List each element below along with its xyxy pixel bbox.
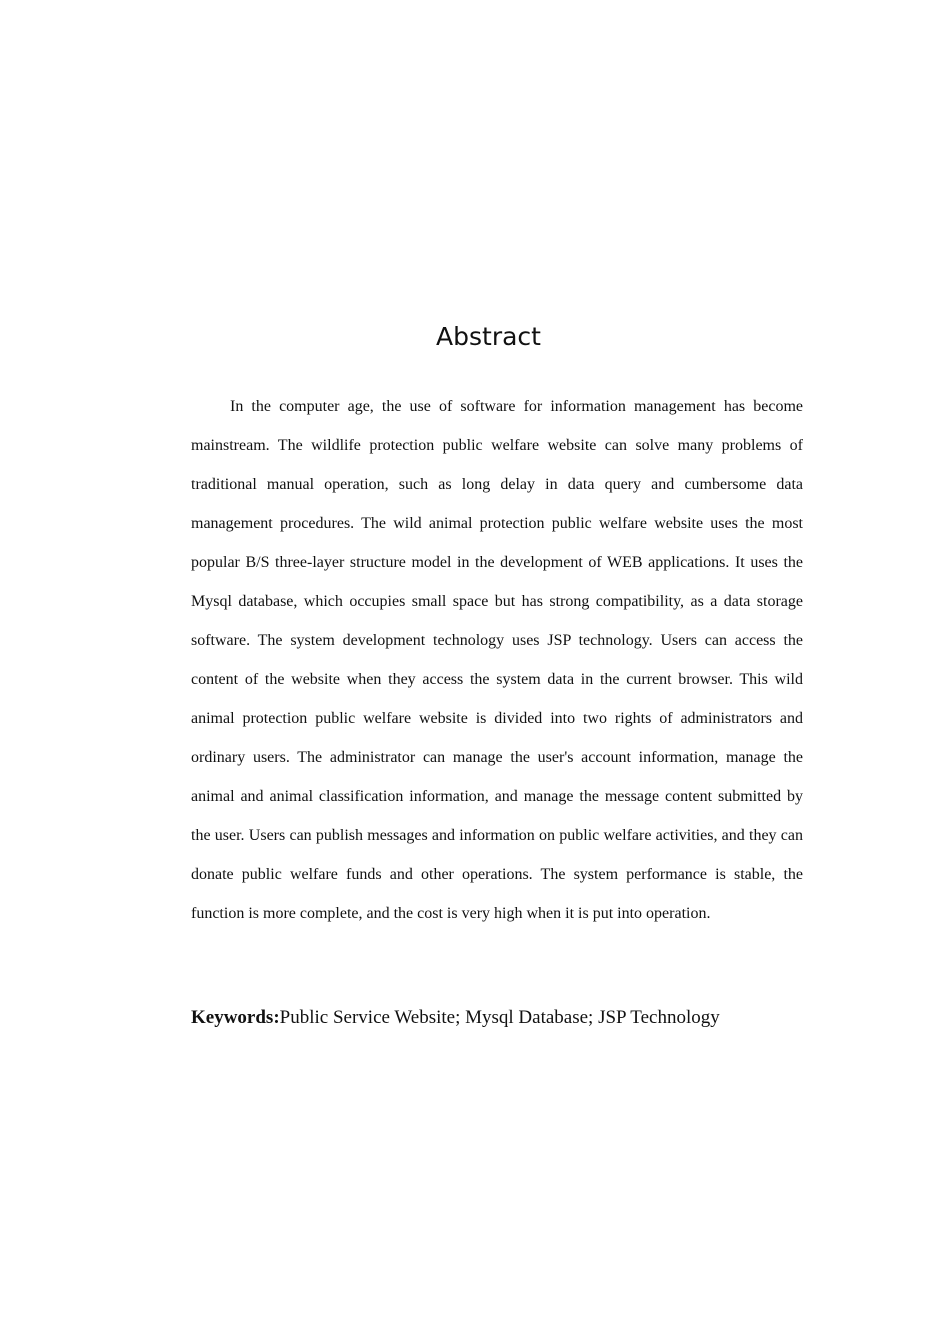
abstract-title: Abstract — [436, 322, 541, 351]
keywords-value: Public Service Website; Mysql Database; JSP Technology — [279, 1007, 720, 1028]
keywords-label: Keywords: — [191, 1007, 280, 1028]
abstract-body: In the computer age, the use of software for information management has become mainstream. The wildlife protection public welfare website can solve many problems of traditional manual operation, such as long delay in data query and cumbersome data management procedures. The wild animal protection public welfare website uses the most popular B/S three-layer structure model in the development of WEB applications. It uses the Mysql database, which occupies small space but has strong compatibility, as a data storage software. The system development technology uses JSP technology. Users can access the content of the website when they access the system data in the current browser. This wild animal protection public welfare website is divided into two rights of administrators and ordinary users. The administrator can manage the user's account information, manage the animal and animal classification information, and manage the message content submitted by the user. Users can publish messages and information on public welfare activities, and they can donate public welfare funds and other operations. The system performance is stable, the function is more complete, and the cost is very high when it is put into operation. — [191, 398, 803, 922]
keywords-line — [191, 1004, 803, 1032]
